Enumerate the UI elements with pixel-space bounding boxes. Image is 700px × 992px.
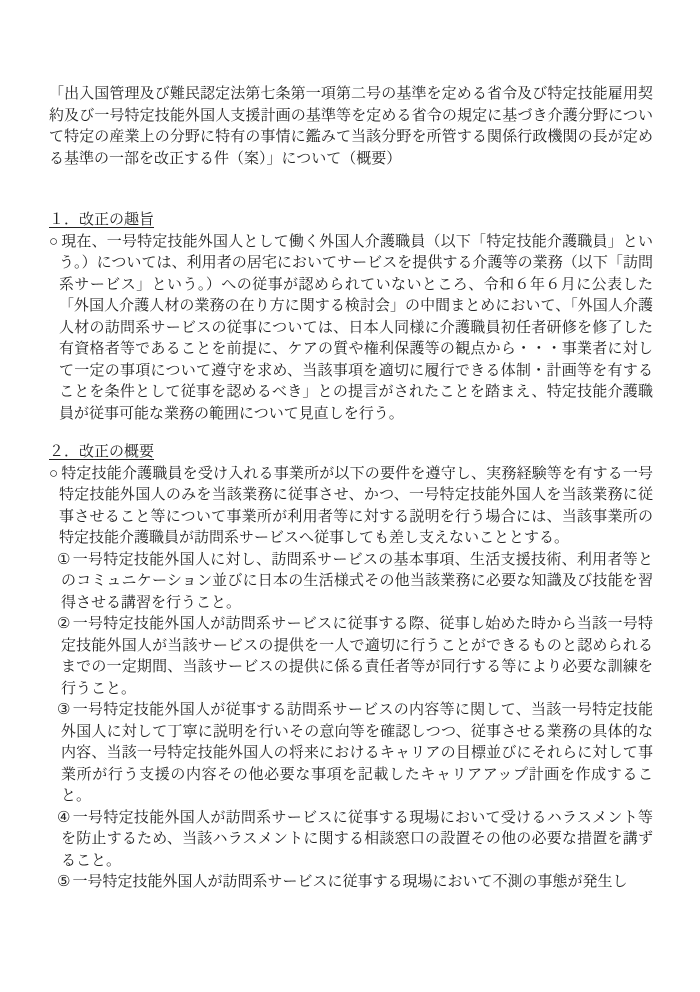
section-1-heading-text: １．改正の趣旨 — [49, 212, 155, 228]
list-item — [57, 808, 653, 873]
section-revision-purpose — [49, 210, 653, 425]
circled-number-5-marker: ⑤ — [57, 874, 71, 890]
list-item-text: 一号特定技能外国人が従事する訪問系サービスの内容等に関して、当該一号特定技能外国人に対して丁寧に説明を行いその意向等を確認しつつ、従事させる業務の具体的な内容、当該一号特定技能外国人の将来におけるキャリアの目標並びにそれらに対して事業所が行う支援の内容その他必要な事項を記載したキャリアアップ計画を作成すること。 — [61, 702, 653, 804]
list-item-text: 一号特定技能外国人に対し、訪問系サービスの基本事項、生活支援技術、利用者等とのコミュニケーション並びに日本の生活様式その他当該業務に必要な知識及び技能を習得させる講習を行うこと。 — [61, 551, 653, 611]
list-item — [57, 550, 653, 615]
paragraph — [49, 464, 653, 550]
section-2-heading-text: ２．改正の概要 — [49, 444, 155, 460]
list-item — [57, 872, 653, 894]
list-item-text: 一号特定技能外国人が訪問系サービスに従事する際、従事し始めた時から当該一号特定技能外国人が当該サービスの提供を一人で適切に行うことができるものと認められるまでの一定期間、当該サービスの提供に係る責任者等が同行する等により必要な訓練を行うこと。 — [61, 616, 653, 697]
document-page — [49, 84, 653, 894]
circled-number-4-marker: ④ — [57, 809, 71, 826]
circled-number-3-marker: ③ — [57, 702, 71, 718]
circle-bullet-marker: ○ — [49, 233, 59, 250]
list-item-text: 一号特定技能外国人が訪問系サービスに従事する現場において受けるハラスメント等を防止するため、当該ハラスメントに関する相談窓口の設置その他の必要な措置を講ずること。 — [61, 809, 653, 869]
circle-bullet-marker: ○ — [49, 465, 59, 482]
list-item — [57, 700, 653, 808]
list-item-text: 一号特定技能外国人が訪問系サービスに従事する現場において不測の事態が発生し — [72, 874, 628, 890]
section-revision-outline — [49, 442, 653, 894]
circled-number-2-marker: ② — [57, 616, 71, 632]
circled-number-1-marker: ① — [57, 551, 71, 568]
document-title: 「出入国管理及び難民認定法第七条第一項第二号の基準を定める省令及び特定技能雇用契約及び一号特定技能外国人支援計画の基準等を定める省令の規定に基づき介護分野について特定の産業上の分野に特有の事情に鑑みて当該分野を所管する関係行政機関の長が定める基準の一部を改正する件（案）」について（概要） — [49, 86, 653, 167]
paragraph-text: 現在、一号特定技能外国人として働く外国人介護職員（以下「特定技能介護職員」という。）については、利用者の居宅においてサービスを提供する介護等の業務（以下「訪問系サービス」という。）への従事が認められていないところ、令和６年６月に公表した「外国人介護人材の業務の在り方に関する検討会」の中間まとめにおいて、「外国人介護人材の訪問系サービスの従事については、日本人同様に介護職員初任者研修を修了した有資格者等であることを前提に、ケアの質や権利保護等の観点から・・・事業者に対して一定の事項について遵守を求め、当該事項を適切に履行できる体制・計画等を有することを条件として従事を認めるべき」との提言がされたことを踏まえ、特定技能介護職員が従事可能な業務の範囲について見直しを行う。 — [59, 233, 653, 422]
paragraph-text: 特定技能介護職員を受け入れる事業所が以下の要件を遵守し、実務経験等を有する一号特定技能外国人のみを当該業務に従事させ、かつ、一号特定技能外国人を当該業務に従事させること等について事業所が利用者等に対する説明を行う場合には、当該事業所の特定技能介護職員が訪問系サービスへ従事しても差し支えないこととする。 — [59, 465, 653, 546]
list-item — [57, 614, 653, 700]
section-2-heading — [49, 442, 653, 464]
section-1-heading — [49, 210, 653, 232]
paragraph — [49, 232, 653, 426]
